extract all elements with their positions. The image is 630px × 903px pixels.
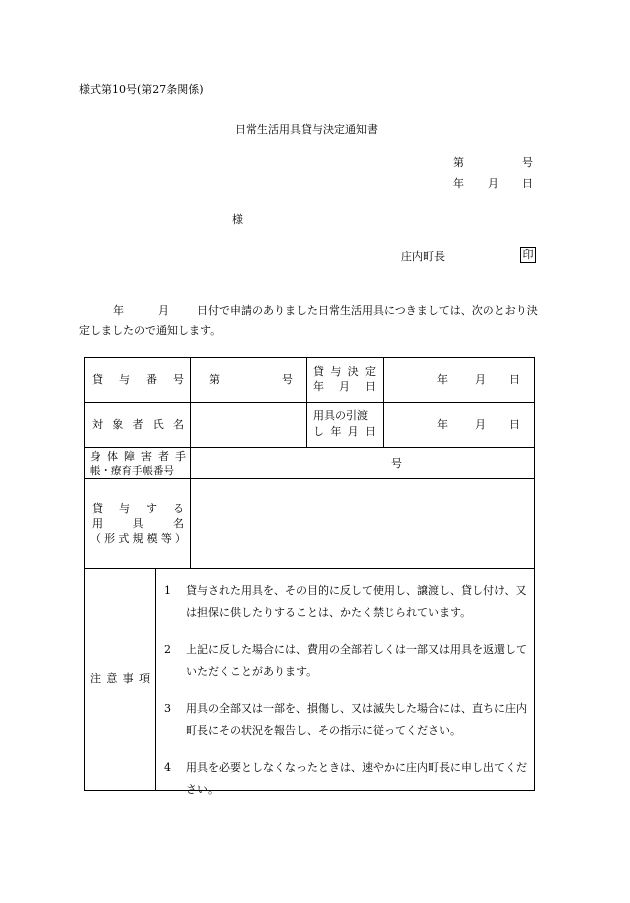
body-line1: 日付で申請のありました日常生活用具につきましては、次のとおり決	[197, 304, 538, 317]
notes-list	[164, 580, 529, 816]
note-text: 用具の全部又は一部を、損傷し、又は滅失した場合には、直ちに庄内町長にその状況を報告し、その指示に従ってください。	[186, 702, 527, 737]
note-item	[164, 639, 529, 683]
note-item	[164, 698, 529, 742]
delivery-date-year: 年	[437, 418, 448, 431]
issuer-name: 庄内町長	[401, 250, 445, 263]
issue-date-year: 年	[453, 177, 464, 190]
notice-body	[79, 301, 549, 341]
loan-number-label: 貸与番号	[92, 373, 184, 386]
equipment-label-3: （形式規模等）	[90, 532, 186, 545]
body-line2: 定しましたので通知します。	[79, 324, 222, 337]
note-item	[164, 580, 529, 624]
loan-number-prefix: 第	[209, 373, 220, 386]
body-year: 年	[113, 304, 124, 317]
handbook-label-2: 帳・療育手帳番号	[90, 465, 174, 477]
note-number: 1	[164, 584, 171, 597]
issue-date-day: 日	[522, 177, 533, 190]
loan-number-suffix: 号	[282, 373, 293, 386]
note-text: 上記に反した場合には、費用の全部若しくは一部又は用具を返還していただくことがあります。	[186, 643, 527, 678]
decision-date-label-1: 貸与決定	[313, 365, 376, 378]
note-item	[164, 757, 529, 801]
issue-date-month: 月	[488, 177, 499, 190]
note-text: 貸与された用具を、その目的に反して使用し、譲渡し、貸し付け、又は担保に供したりすることは、かたく禁じられています。	[186, 584, 527, 619]
delivery-date-label-1: 用具の引渡	[313, 409, 368, 422]
decision-date-year: 年	[437, 373, 448, 386]
handbook-number-suffix: 号	[391, 457, 402, 470]
document-title: 日常生活用具貸与決定通知書	[235, 123, 378, 136]
note-number: 2	[164, 643, 171, 656]
delivery-date-month: 月	[475, 418, 486, 431]
notes-label: 注意事項	[90, 672, 150, 685]
equipment-label-2: 用具名	[92, 517, 184, 530]
delivery-date-day: 日	[509, 418, 520, 431]
decision-date-day: 日	[509, 373, 520, 386]
note-number: 4	[164, 761, 171, 774]
decision-date-month: 月	[475, 373, 486, 386]
body-month: 月	[158, 304, 169, 317]
delivery-date-label-2: し年月日	[313, 425, 376, 438]
equipment-label-1: 貸与する	[92, 502, 184, 515]
note-text: 用具を必要としなくなったときは、速やかに庄内町長に申し出てください。	[186, 761, 527, 796]
doc-number-suffix: 号	[522, 156, 533, 169]
doc-number-prefix: 第	[453, 156, 464, 169]
form-number: 様式第10号(第27条関係)	[79, 83, 204, 96]
addressee-suffix: 様	[232, 213, 243, 226]
recipient-name-label: 対象者氏名	[92, 418, 184, 431]
note-number: 3	[164, 702, 171, 715]
decision-date-label-2: 年月日	[313, 380, 376, 393]
handbook-label-1: 身体障害者手	[90, 450, 186, 463]
seal-box: 印	[520, 247, 536, 263]
